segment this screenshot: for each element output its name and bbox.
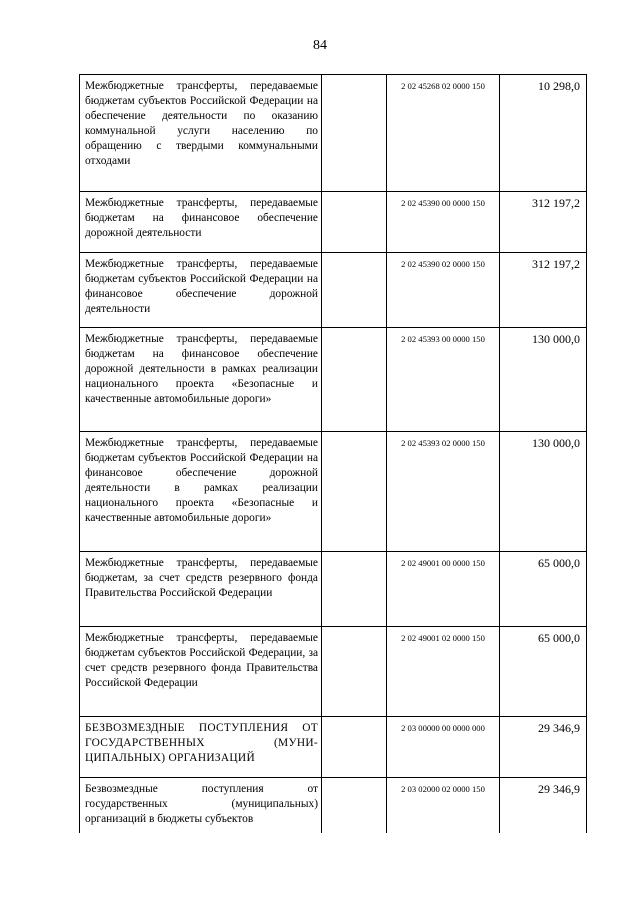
revenue-code: 2 02 45390 02 0000 150 <box>387 253 500 328</box>
admin-cell <box>322 328 387 432</box>
revenue-name: Межбюджетные трансферты, передаваемые бюджетам на финансовое обеспечение дорожной деятельности в рамках реализации национального проекта «Безопасные и качественные автомобильные дороги» <box>80 328 322 432</box>
admin-cell <box>322 552 387 627</box>
revenue-amount: 130 000,0 <box>500 328 587 432</box>
table-row <box>80 75 587 192</box>
admin-cell <box>322 778 387 834</box>
table-row <box>80 328 587 432</box>
table-row <box>80 717 587 778</box>
table-row <box>80 778 587 834</box>
revenue-amount: 65 000,0 <box>500 627 587 717</box>
page-number: 84 <box>313 38 327 53</box>
revenue-name: Межбюджетные трансферты, передаваемые бюджетам, за счет средств резервного фонда Правительства Российской Федерации <box>80 552 322 627</box>
revenue-code: 2 03 02000 02 0000 150 <box>387 778 500 834</box>
revenue-code: 2 02 45390 00 0000 150 <box>387 192 500 253</box>
revenue-name: Межбюджетные трансферты, передаваемые бюджетам субъектов Российской Федерации на финансовое обеспечение дорожной деятельности в рамках реализации национального проекта «Безопасные и качественные автомобильные дороги» <box>80 432 322 552</box>
admin-cell <box>322 192 387 253</box>
revenue-code: 2 03 00000 00 0000 000 <box>387 717 500 778</box>
table-row <box>80 192 587 253</box>
admin-cell <box>322 717 387 778</box>
revenue-table <box>79 74 587 833</box>
revenue-code: 2 02 45268 02 0000 150 <box>387 75 500 192</box>
revenue-code: 2 02 45393 02 0000 150 <box>387 432 500 552</box>
revenue-name: Межбюджетные трансферты, передаваемые бюджетам субъектов Российской Федерации на финансовое обеспечение дорожной деятельности <box>80 253 322 328</box>
revenue-amount: 65 000,0 <box>500 552 587 627</box>
table-row <box>80 552 587 627</box>
revenue-amount: 312 197,2 <box>500 192 587 253</box>
revenue-name: Безвозмездные поступления от государственных (муниципальных) организаций в бюджеты субъектов <box>80 778 322 834</box>
revenue-code: 2 02 45393 00 0000 150 <box>387 328 500 432</box>
revenue-amount: 130 000,0 <box>500 432 587 552</box>
admin-cell <box>322 253 387 328</box>
revenue-code: 2 02 49001 00 0000 150 <box>387 552 500 627</box>
table-row <box>80 627 587 717</box>
revenue-name: Межбюджетные трансферты, передаваемые бюджетам субъектов Российской Федерации на обеспечение деятельности по оказанию коммунальной услуги населению по обращению с твердыми коммунальными отходами <box>80 75 322 192</box>
revenue-code: 2 02 49001 02 0000 150 <box>387 627 500 717</box>
revenue-amount: 10 298,0 <box>500 75 587 192</box>
table-row <box>80 432 587 552</box>
revenue-name: Межбюджетные трансферты, передаваемые бюджетам на финансовое обеспечение дорожной деятельности <box>80 192 322 253</box>
admin-cell <box>322 432 387 552</box>
revenue-amount: 29 346,9 <box>500 717 587 778</box>
revenue-amount: 312 197,2 <box>500 253 587 328</box>
table-row <box>80 253 587 328</box>
revenue-amount: 29 346,9 <box>500 778 587 834</box>
revenue-name: Межбюджетные трансферты, передаваемые бюджетам субъектов Российской Федерации, за счет средств резервного фонда Правительства Российской Федерации <box>80 627 322 717</box>
admin-cell <box>322 75 387 192</box>
admin-cell <box>322 627 387 717</box>
revenue-name: БЕЗВОЗМЕЗДНЫЕ ПОСТУПЛЕНИЯ ОТ ГОСУДАРСТВЕННЫХ (МУНИ-ЦИПАЛЬНЫХ) ОРГАНИЗАЦИЙ <box>80 717 322 778</box>
